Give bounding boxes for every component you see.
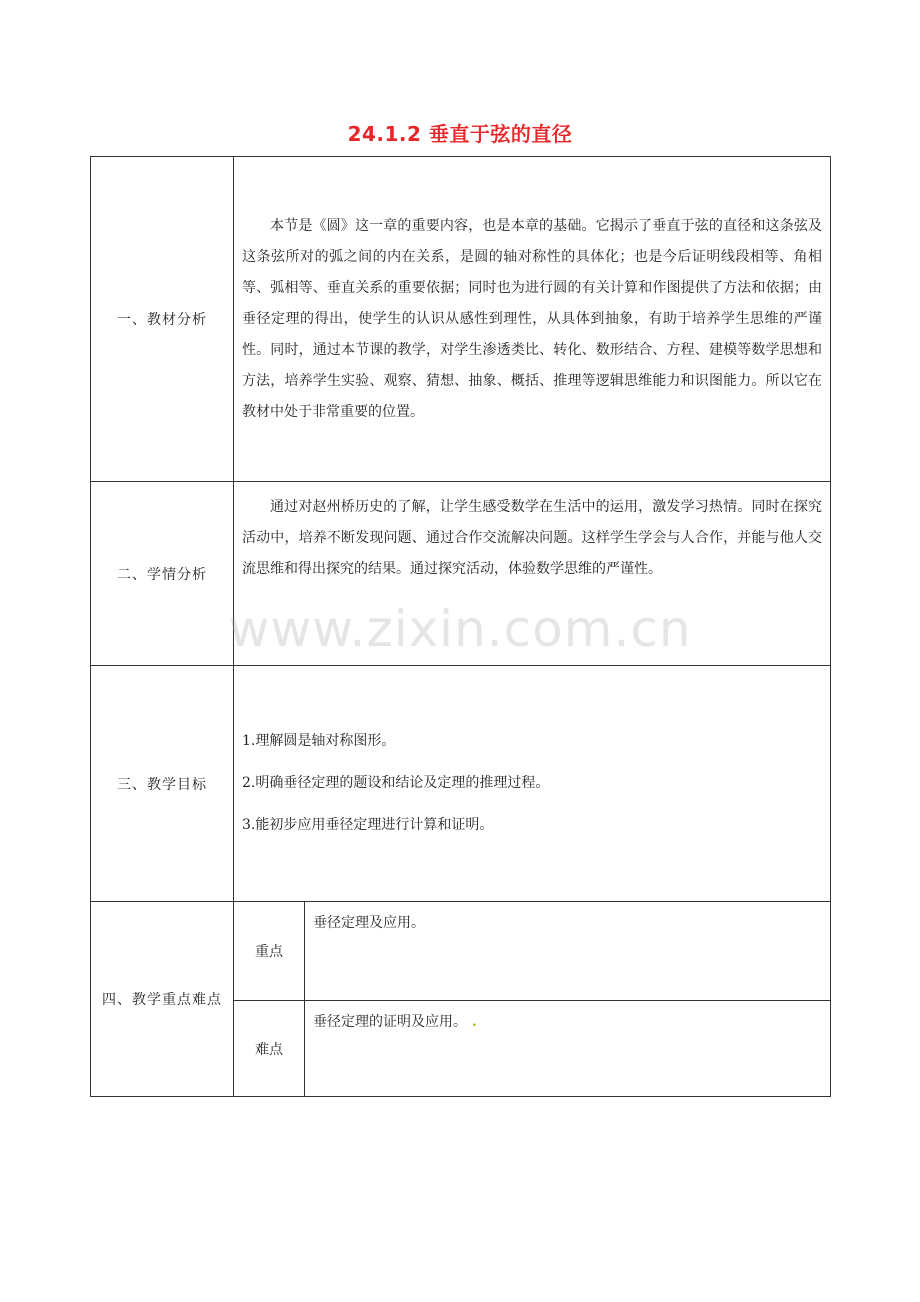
section-content-student-analysis: 通过对赵州桥历史的了解，让学生感受数学在生活中的运用，激发学习热情。同时在探究活动中，培养不断发现问题、通过合作交流解决问题。这样学生学会与人合作，并能与他人交流思维和得出探究的结果。通过探究活动，体验数学思维的严谨性。 xyxy=(234,482,831,666)
watermark: www.zixin.com.cn xyxy=(228,600,692,658)
lesson-plan-table xyxy=(90,156,831,1097)
list-item: 1.理解圆是轴对称图形。 xyxy=(242,733,396,749)
section-label-textbook-analysis: 一、教材分析 xyxy=(91,157,234,482)
table-row xyxy=(91,666,831,902)
difficult-point-content: 垂径定理的证明及应用。 xyxy=(313,1014,467,1030)
page-title: 24.1.2 垂直于弦的直径 xyxy=(347,122,573,146)
key-point-label: 重点 xyxy=(234,902,305,1001)
difficult-point-label: 难点 xyxy=(234,1001,305,1097)
section-label-key-difficult-points: 四、教学重点难点 xyxy=(91,902,234,1097)
list-item: 3.能初步应用垂径定理进行计算和证明。 xyxy=(242,817,494,833)
table-row xyxy=(91,482,831,666)
list-item: 2.明确垂径定理的题设和结论及定理的推理过程。 xyxy=(242,775,550,791)
section-content-textbook-analysis: 本节是《圆》这一章的重要内容，也是本章的基础。它揭示了垂直于弦的直径和这条弦及这条弦所对的弧之间的内在关系，是圆的轴对称性的具体化；也是今后证明线段相等、角相等、弧相等、垂直关系的重要依据；同时也为进行圆的有关计算和作图提供了方法和依据；由垂径定理的得出，使学生的认识从感性到理性，从具体到抽象，有助于培养学生思维的严谨性。同时，通过本节课的教学，对学生渗透类比、转化、数形结合、方程、建模等数学思想和方法，培养学生实验、观察、猜想、抽象、概括、推理等逻辑思维能力和识图能力。所以它在教材中处于非常重要的位置。 xyxy=(234,157,831,482)
section-label-teaching-goals: 三、教学目标 xyxy=(91,666,234,902)
key-point-content: 垂径定理及应用。 xyxy=(305,902,831,1001)
table-row xyxy=(91,902,831,1001)
table-row xyxy=(91,157,831,482)
difficult-point-cell xyxy=(305,1001,831,1097)
section-label-student-analysis: 二、学情分析 xyxy=(91,482,234,666)
teaching-goals-list xyxy=(234,666,831,902)
decorative-dot-icon: . xyxy=(467,1014,477,1030)
